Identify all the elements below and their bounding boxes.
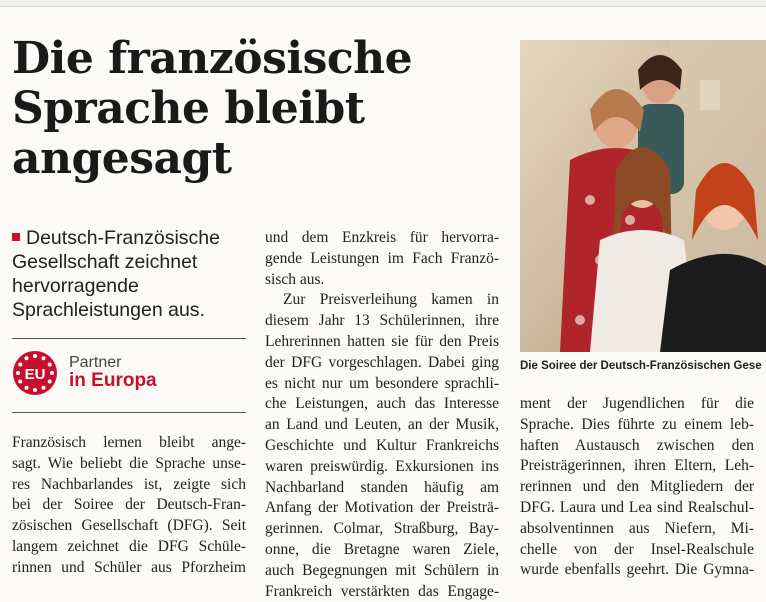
text-line: Lehrerinnen hatten sie für den Preis [265,332,499,350]
text-line: und dem Enzkreis für hervorra- [265,229,499,246]
logo-badge-text: EU [24,366,46,383]
logo-line2: in Europa [69,370,157,391]
text-line: Geschichte und Kultur Frankreichs [265,436,499,454]
text-line: an Land und Leuten, an der Musik, [265,416,499,434]
text-line: onne, die Bretagne waren Ziele, [265,540,499,558]
headline-line: Sprache bleibt [12,83,365,134]
deck-line: hervorragende [12,275,139,297]
text-line: sisch aus. [265,270,325,288]
text-line: gerinnen. Colmar, Straßburg, Bay- [265,520,499,538]
text-line: sagt. Wie beliebt die Sprache unse- [12,454,246,472]
partner-in-europa-logo [12,350,252,396]
text-line: haften Austausch zwischen den [520,436,754,454]
text-line: Sprache. Dies führte zu einem leb- [520,415,754,433]
text-line: rerinnen und den Mitgliedern der [520,478,754,496]
headline-line: Die französische [12,33,413,84]
bullet-square-icon [12,233,20,241]
text-line: bei der Soiree der Deutsch-Fran- [12,496,246,514]
text-column-3 [520,394,754,581]
text-line: waren preiswürdig. Exkursionen ins [265,457,499,475]
deck-line: Sprachleistungen aus. [12,299,205,321]
text-column-1 [12,433,246,579]
photo-caption: Die Soiree der Deutsch-Französischen Gese [520,360,762,372]
text-line: Nachbarland standen häufig am [265,478,499,496]
text-line: auch Begegnungen mit Schülern in [265,561,499,579]
text-line: DFG. Laura und Lea sind Realschul- [520,498,754,516]
subheadline [12,226,248,322]
text-line: rinnen und Schüler aus Pforzheim [12,558,246,576]
deck-line: Gesellschaft zeichnet [12,251,198,273]
text-line: che Leistungen, auch das Interesse [265,395,499,413]
text-line: zösischen Gesellschaft (DFG). Seit [12,517,246,535]
logo-line1: Partner [69,354,122,371]
text-line: Französisch lernen bleibt ange- [12,434,246,451]
deck-line: Deutsch-Französische [26,227,220,249]
headline [12,34,512,184]
text-line: ment der Jugendlichen für die [520,395,754,412]
text-line: Preisträgerinnen, ihren Eltern, Leh- [520,457,754,475]
group-photo-image [520,40,766,352]
text-line: es nicht nur um besondere sprachli- [265,374,499,392]
text-line: res Nachbarlandes ist, zeigte sich [12,475,246,493]
text-line: Frankreich verstärkten das Engage- [265,582,499,600]
eu-stars-badge-icon [12,350,60,396]
page-top-edge [0,0,766,7]
headline-line: angesagt [12,133,232,184]
article-photo [520,40,766,352]
text-line: absolventinnen aus Niefern, Mi- [520,519,754,537]
divider [12,412,246,413]
text-line: langem zeichnet die DFG Schüle- [12,537,246,555]
text-line: gende Leistungen im Fach Franzö- [265,249,499,267]
text-line: wurde ebenfalls geehrt. Die Gymna- [520,561,754,579]
text-line: chelle von der Insel-Realschule [520,540,754,558]
text-line: Zur Preisverleihung kamen in [283,291,499,309]
divider [12,338,246,339]
text-line: diesem Jahr 13 Schülerinnen, ihre [265,312,499,330]
text-column-2 [265,228,499,602]
text-line: der DFG vorgeschlagen. Dabei ging [265,353,499,371]
text-line: Anfang der Motivation der Preisträ- [265,499,499,517]
